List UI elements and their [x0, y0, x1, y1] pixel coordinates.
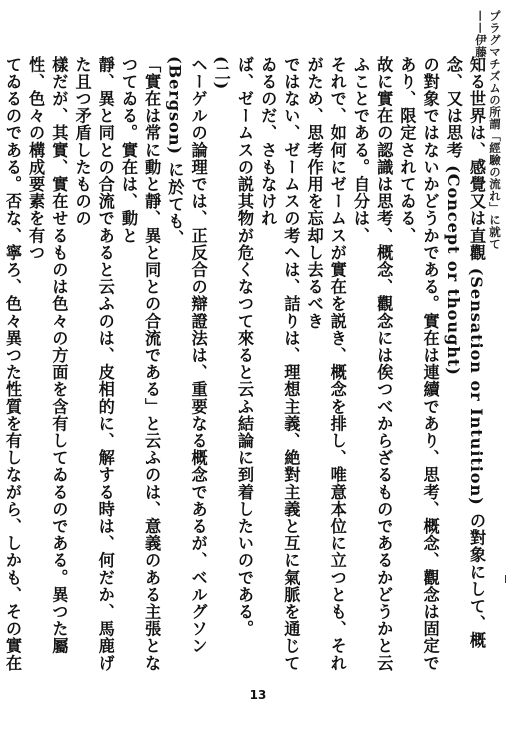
- body-line: ではない、ゼームスの考へは、詰りは、理想主義、絶對主義と互に氣脈を通じてゐるのだ、さもなけれ: [258, 56, 301, 672]
- body-line: 樣だが、其實、實在せるものは色々の方面を含有してゐるのである。異つた屬性、色々の構成要素を有つ: [26, 56, 69, 655]
- page-number: 13: [249, 688, 267, 702]
- body-line: てゐるのである。否な、寧ろ、色々異つた性質を有しながら、しかも、その實在: [2, 56, 22, 672]
- body-line: 「實在は常に動と靜、異と同との合流である」と云ふのは、意義のある主張となつてゐる。實在は、動と: [118, 56, 162, 672]
- margin-mark: [505, 575, 506, 583]
- main-text-column: [2, 56, 488, 682]
- body-line: それで、如何にゼームスが實在を説き、概念を排し、唯意本位に立つとも、それがため、思考作用を忘却し去るべき: [304, 56, 347, 672]
- body-line: ヘーゲルの論理では、正反合の辯證法は、重要なる概念であるが、ベルグソン (Bergson) に於ても、: [165, 56, 208, 655]
- body-line: ば、ゼームスの説其物が危くなつて來ると云ふ結論に到着したいのである。: [234, 56, 254, 638]
- running-header: プラグマチズムの所謂「經驗の流れ」に就て——伊藤: [474, 10, 502, 250]
- body-line: の對象ではないかどうかである。實在は連續であり、思考、概念、觀念は固定であり、限定されてゐる、: [397, 56, 440, 672]
- body-line: 故に實在の認識は思考、概念、觀念には俟つべからざるものであるかどうかと云ふことである。自分は、: [350, 56, 394, 672]
- body-line: 知る世界は、感覺又は直觀 (Sensation or Intuition) の對象にして、概念、又は思考 (Concept or thought): [443, 56, 486, 650]
- section-heading: (二): [211, 56, 231, 91]
- body-line: 靜、異と同との合流であると云ふのは、皮相的に、解する時は、何だか、馬鹿げた且つ矛盾したものの: [72, 56, 115, 672]
